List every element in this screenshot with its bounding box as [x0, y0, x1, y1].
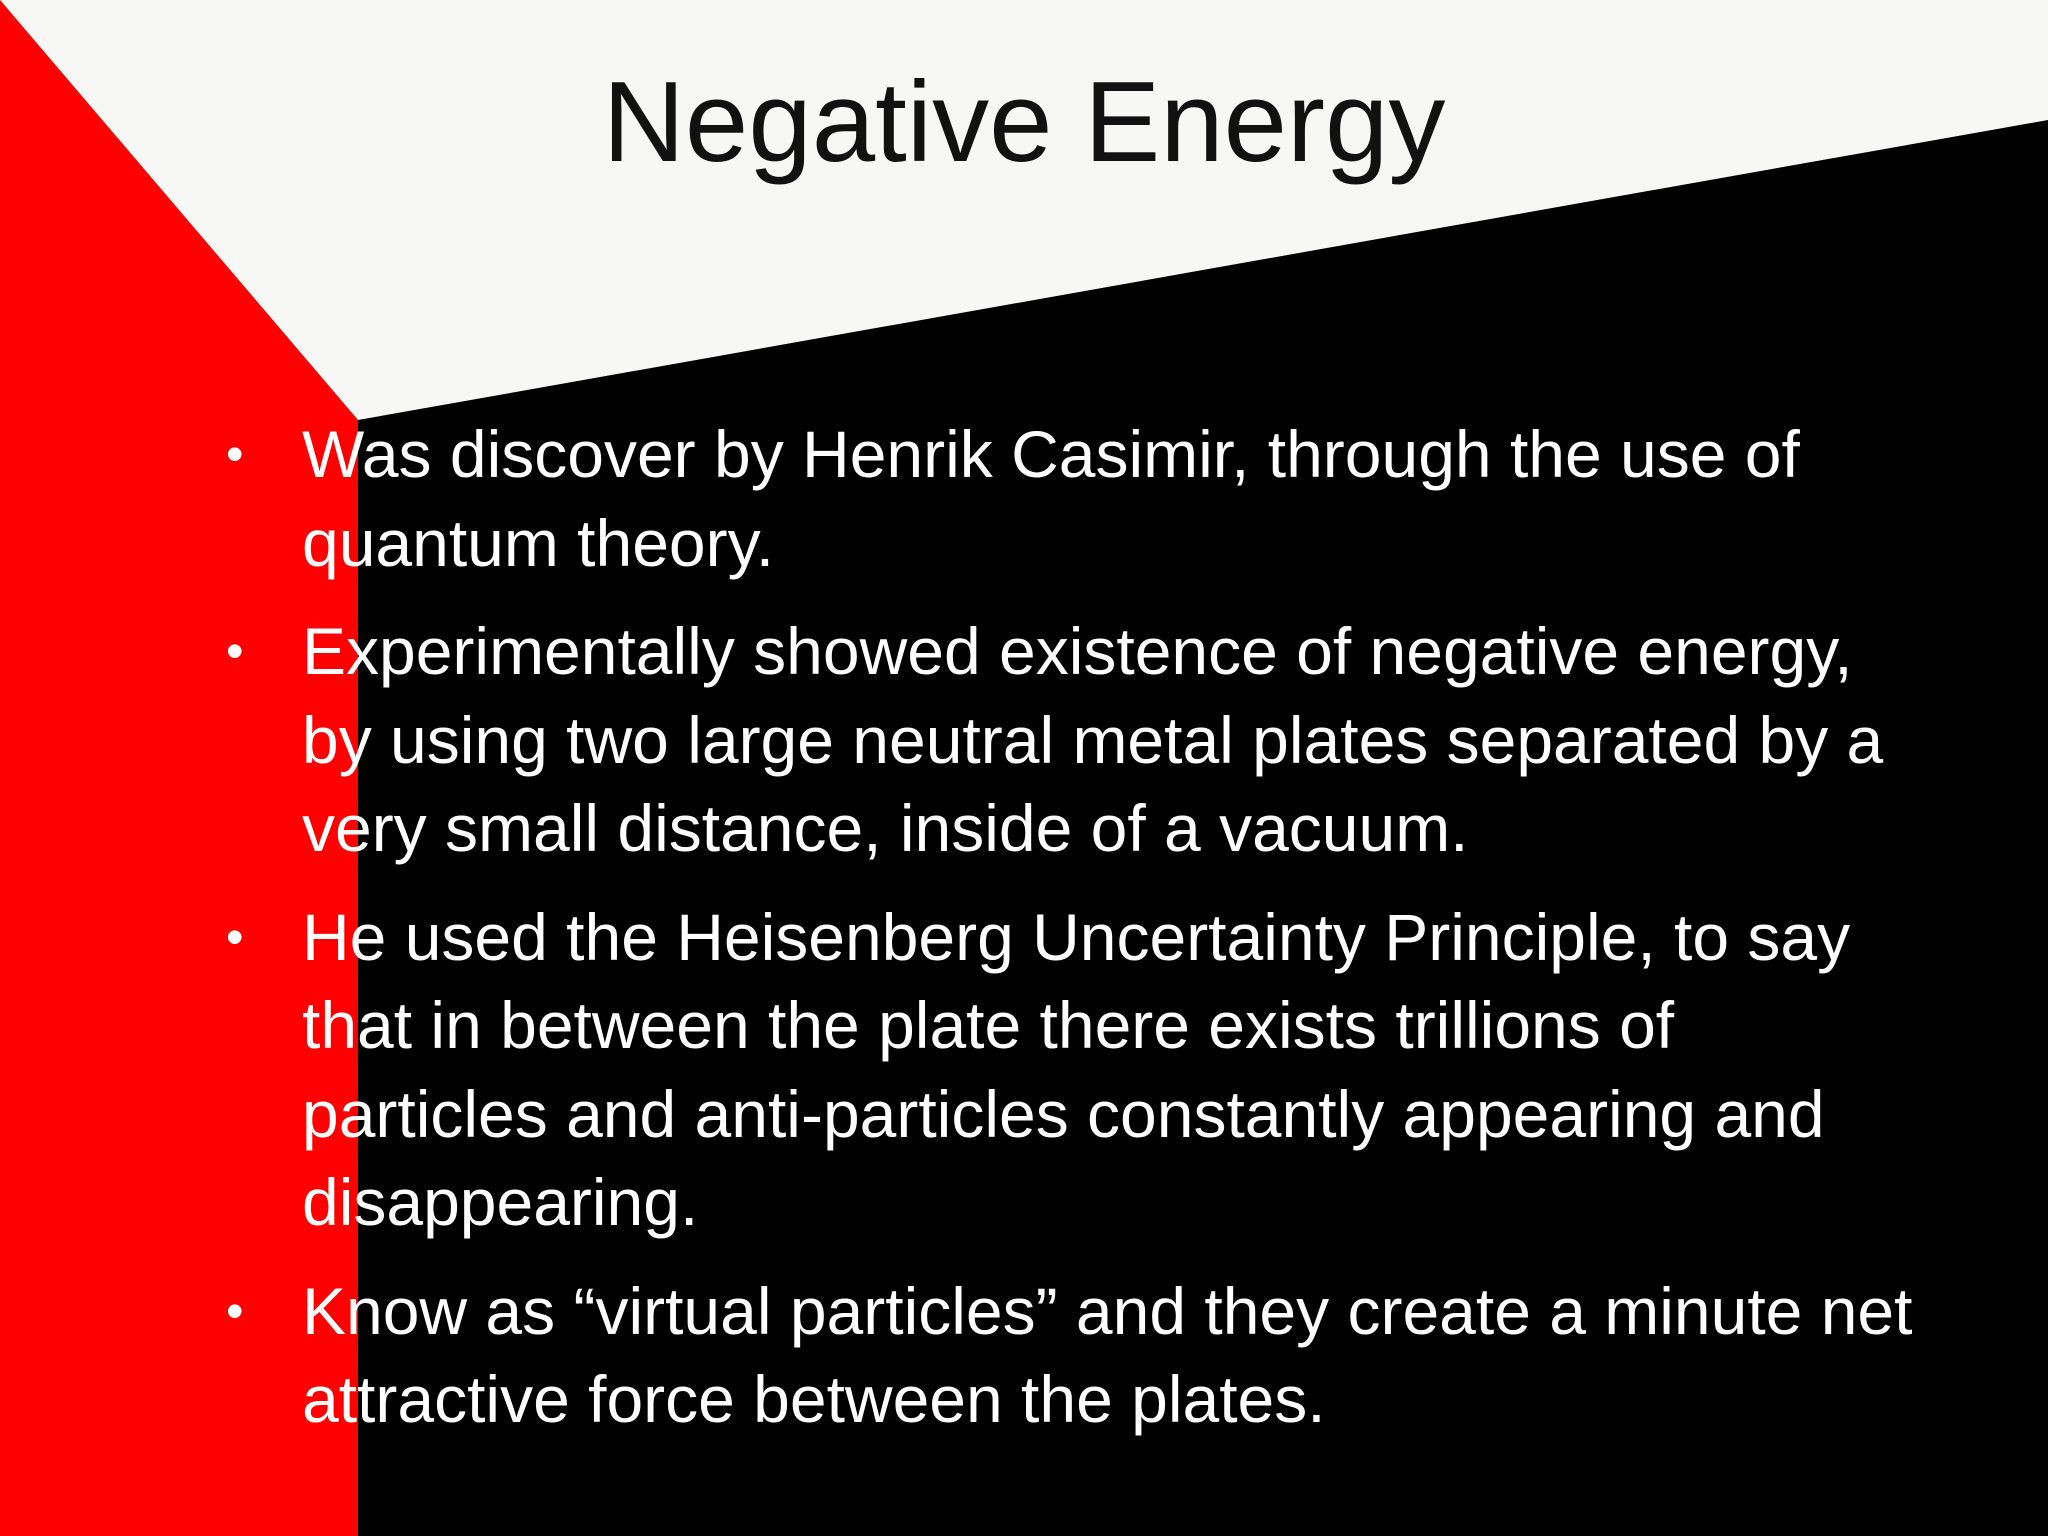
bullet-marker: •	[226, 1282, 244, 1339]
bullet-marker: •	[226, 908, 244, 965]
bullet-item	[226, 607, 1926, 873]
bullet-text: Was discover by Henrik Casimir, through the use of quantum theory.	[302, 417, 1800, 580]
bullet-item	[226, 893, 1926, 1247]
bullet-text: He used the Heisenberg Uncertainty Principle, to say that in between the plate there exists trillions of particles and anti-particles constantly appearing and disappearing.	[302, 899, 1851, 1239]
slide-title: Negative Energy	[602, 59, 1446, 186]
bullet-text: Experimentally showed existence of negative energy, by using two large neutral metal plates separated by a very small distance, inside of a vacuum.	[302, 614, 1884, 865]
bullet-item	[226, 1267, 1926, 1444]
bullet-item	[226, 410, 1926, 587]
bullet-marker: •	[226, 426, 244, 482]
bullet-list	[226, 410, 1926, 1464]
bullet-text: Know as “virtual particles” and they create a minute net attractive force between the plates.	[302, 1273, 1913, 1436]
bullet-marker: •	[226, 623, 244, 679]
